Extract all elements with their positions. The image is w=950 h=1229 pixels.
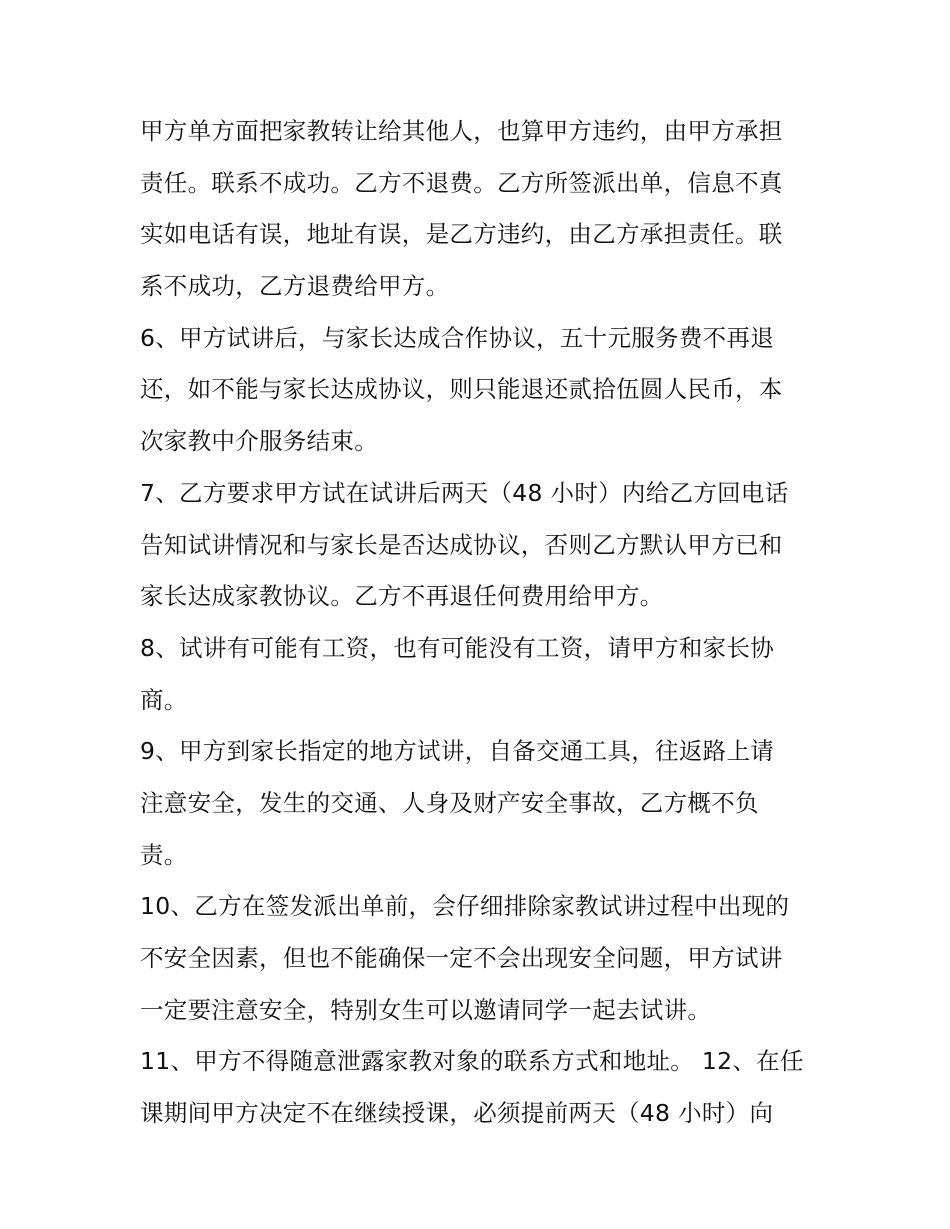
text-line: 7、乙方要求甲方试在试讲后两天（48 小时）内给乙方回电话: [140, 478, 789, 507]
text-line: 家长达成家教协议。乙方不再退任何费用给甲方。: [140, 582, 664, 611]
text-line: 系不成功，乙方退费给甲方。: [140, 272, 450, 301]
text-line: 11、甲方不得随意泄露家教对象的联系方式和地址。 12、在任: [140, 1047, 804, 1076]
text-line: 甲方单方面把家教转让给其他人，也算甲方违约，由甲方承担: [140, 117, 783, 145]
text-line: 不安全因素，但也不能确保一定不会出现安全问题，甲方试讲: [140, 944, 783, 972]
text-line: 次家教中介服务结束。: [140, 427, 378, 456]
text-line: 10、乙方在签发派出单前，会仔细排除家教试讲过程中出现的: [140, 892, 790, 921]
text-line: 9、甲方到家长指定的地方试讲，自备交通工具，往返路上请: [140, 737, 775, 766]
text-line: 8、试讲有可能有工资，也有可能没有工资，请甲方和家长协: [140, 633, 775, 662]
text-line: 注意安全，发生的交通、人身及财产安全事故，乙方概不负: [140, 788, 759, 817]
document-body: [140, 106, 820, 1140]
text-line: 责任。联系不成功。乙方不退费。乙方所签派出单，信息不真: [140, 168, 783, 197]
text-line: 告知试讲情况和与家长是否达成协议，否则乙方默认甲方已和: [140, 530, 783, 559]
text-line: 实如电话有误，地址有误，是乙方违约，由乙方承担责任。联: [140, 220, 783, 249]
text-line: 责。: [140, 840, 188, 869]
text-line: 6、甲方试讲后，与家长达成合作协议，五十元服务费不再退: [140, 323, 775, 352]
text-line: 还，如不能与家长达成协议，则只能退还贰拾伍圆人民币，本: [140, 375, 783, 404]
text-line: 一定要注意安全，特别女生可以邀请同学一起去试讲。: [140, 995, 712, 1024]
text-line: 商。: [140, 685, 188, 714]
text-line: 课期间甲方决定不在继续授课，必须提前两天（48 小时）向: [140, 1099, 774, 1128]
